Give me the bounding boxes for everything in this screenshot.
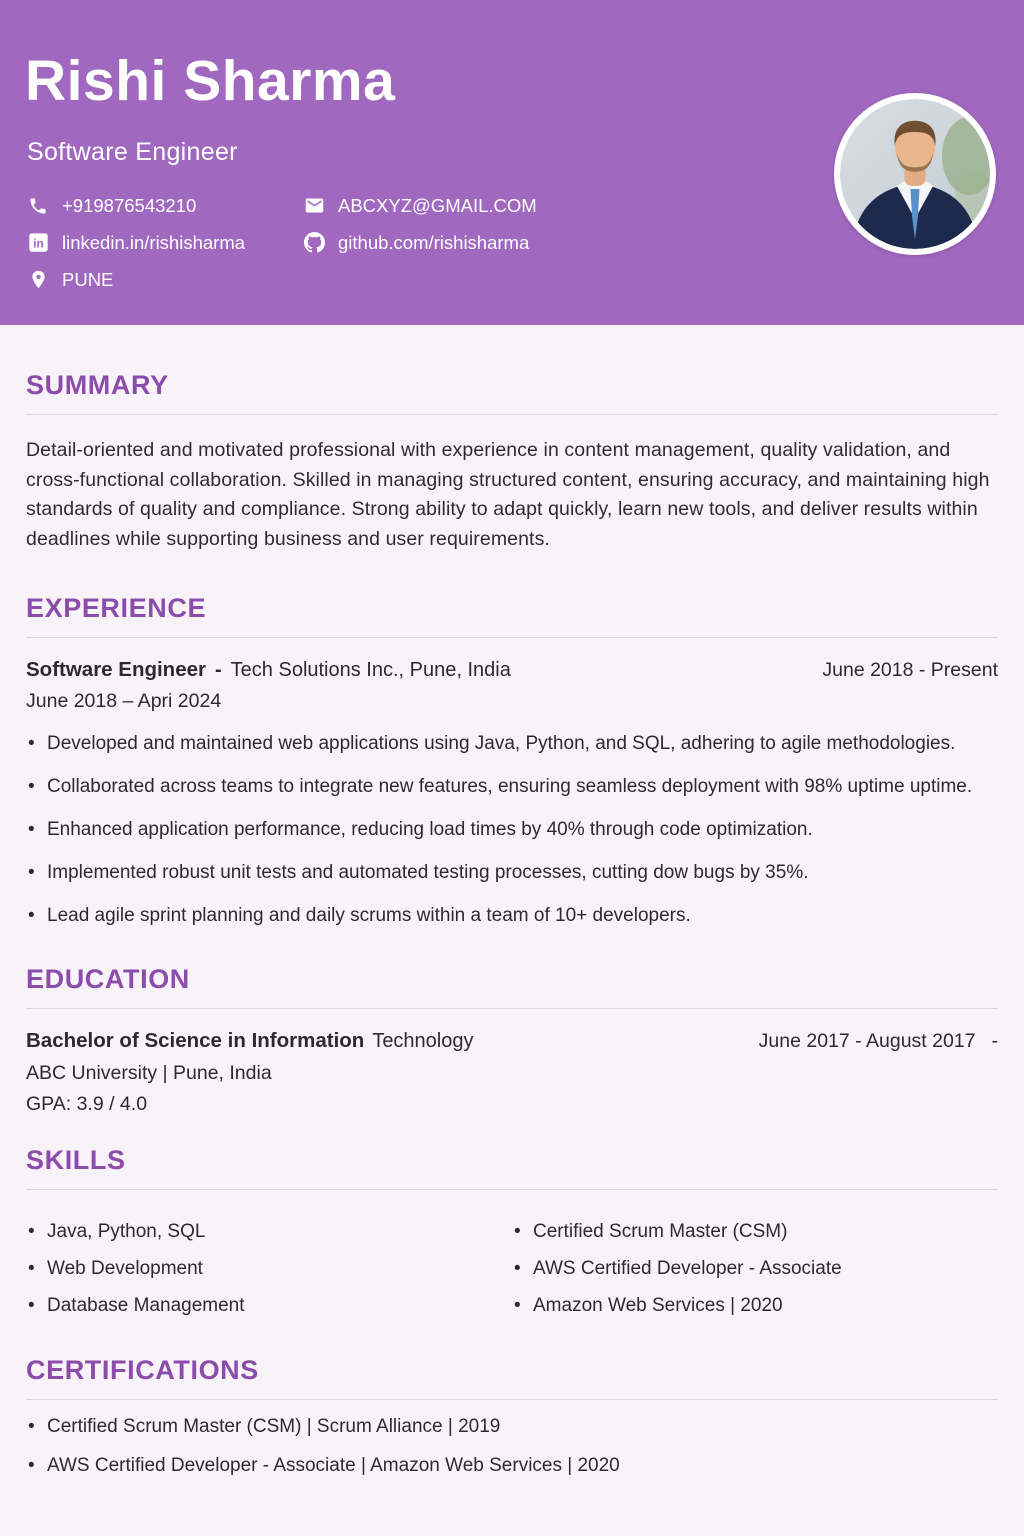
skills-list-right	[512, 1207, 998, 1318]
summary-heading: SUMMARY	[26, 370, 169, 400]
experience-heading: EXPERIENCE	[26, 593, 207, 623]
job-title-group	[26, 658, 511, 682]
skill-item: • Amazon Web Services | 2020	[512, 1294, 998, 1318]
skill-item: • Certified Scrum Master (CSM)	[512, 1220, 998, 1244]
education-dates: June 2017 - August 2017	[758, 1030, 976, 1052]
section-divider	[26, 1399, 998, 1400]
experience-bullet: • Enhanced application performance, reducing load times by 40% through code optimization.	[26, 818, 998, 842]
person-name: Rishi Sharma	[25, 49, 396, 113]
experience-bullet-list	[26, 732, 998, 928]
person-job-title: Software Engineer	[27, 138, 238, 166]
experience-bullet: • Implemented robust unit tests and automated testing processes, cutting dow bugs by 35%.	[26, 861, 998, 885]
education-heading: EDUCATION	[26, 964, 190, 994]
skill-item: • Database Management	[26, 1294, 512, 1318]
job-duration: June 2018 – Apri 2024	[26, 690, 222, 712]
contact-github-label: github.com/rishisharma	[338, 231, 530, 253]
contact-linkedin[interactable]	[27, 230, 303, 255]
summary-text: Detail-oriented and motivated professional with experience in content management, quality validation, and cross-functional collaboration. Skilled in managing structured content, ensuring accuracy, and maintaining high standards of quality and compliance. Strong ability to adapt quickly, learn new tools, and deliver results within deadlines while supporting business and user requirements.	[26, 439, 990, 550]
skill-item: • Java, Python, SQL	[26, 1220, 512, 1244]
linkedin-icon	[27, 232, 49, 254]
section-divider	[26, 637, 998, 638]
job-title: Software Engineer	[26, 658, 206, 681]
skills-columns	[26, 1200, 998, 1318]
contact-phone[interactable]	[27, 193, 303, 218]
skill-item: • Web Development	[26, 1257, 512, 1281]
email-icon	[303, 195, 325, 217]
degree-name: Bachelor of Science in Information	[26, 1029, 365, 1052]
contact-email-label: ABCXYZ@GMAIL.COM	[338, 194, 537, 216]
job-header-row	[26, 658, 998, 682]
skills-list-left	[26, 1207, 512, 1318]
section-divider	[26, 1189, 998, 1190]
degree-row	[26, 1029, 998, 1053]
resume-body	[0, 325, 1024, 1478]
experience-bullet: • Lead agile sprint planning and daily scrums within a team of 10+ developers.	[26, 904, 998, 928]
experience-bullet: • Collaborated across teams to integrate new features, ensuring seamless deployment with 98% uptime uptime.	[26, 775, 998, 799]
contact-list	[27, 193, 537, 292]
profile-photo-frame	[834, 93, 996, 255]
section-divider	[26, 414, 998, 415]
job-company: Tech Solutions Inc., Pune, India	[230, 659, 511, 681]
profile-photo	[840, 99, 990, 249]
education-school: ABC University | Pune, India	[26, 1062, 272, 1084]
contact-location-label: PUNE	[62, 268, 114, 290]
certifications-heading: CERTIFICATIONS	[26, 1355, 259, 1385]
svg-text:in: in	[32, 236, 44, 251]
education-date-suffix: -	[991, 1030, 998, 1052]
education-gpa: GPA: 3.9 / 4.0	[26, 1093, 148, 1115]
section-divider	[26, 1008, 998, 1009]
job-date-range: June 2018 - Present	[822, 659, 998, 681]
contact-phone-label: +919876543210	[62, 194, 197, 216]
certifications-list	[26, 1415, 998, 1478]
contact-github[interactable]	[303, 230, 537, 255]
contact-location[interactable]	[27, 267, 303, 292]
certification-item: • AWS Certified Developer - Associate | Amazon Web Services | 2020	[26, 1454, 998, 1478]
location-pin-icon	[27, 269, 49, 291]
phone-icon	[27, 195, 49, 217]
github-icon	[303, 232, 325, 254]
degree-title-group	[26, 1029, 474, 1053]
degree-name-rest: Technology	[372, 1030, 474, 1052]
job-title-separator: -	[215, 659, 222, 681]
certification-item: • Certified Scrum Master (CSM) | Scrum Alliance | 2019	[26, 1415, 998, 1439]
experience-bullet: • Developed and maintained web applications using Java, Python, and SQL, adhering to agile methodologies.	[26, 732, 998, 756]
contact-linkedin-label: linkedin.in/rishisharma	[62, 231, 246, 253]
header-banner	[0, 0, 1024, 325]
education-date-range	[759, 1030, 998, 1053]
skill-item: • AWS Certified Developer - Associate	[512, 1257, 998, 1281]
skills-heading: SKILLS	[26, 1145, 126, 1175]
contact-email[interactable]	[303, 193, 537, 218]
